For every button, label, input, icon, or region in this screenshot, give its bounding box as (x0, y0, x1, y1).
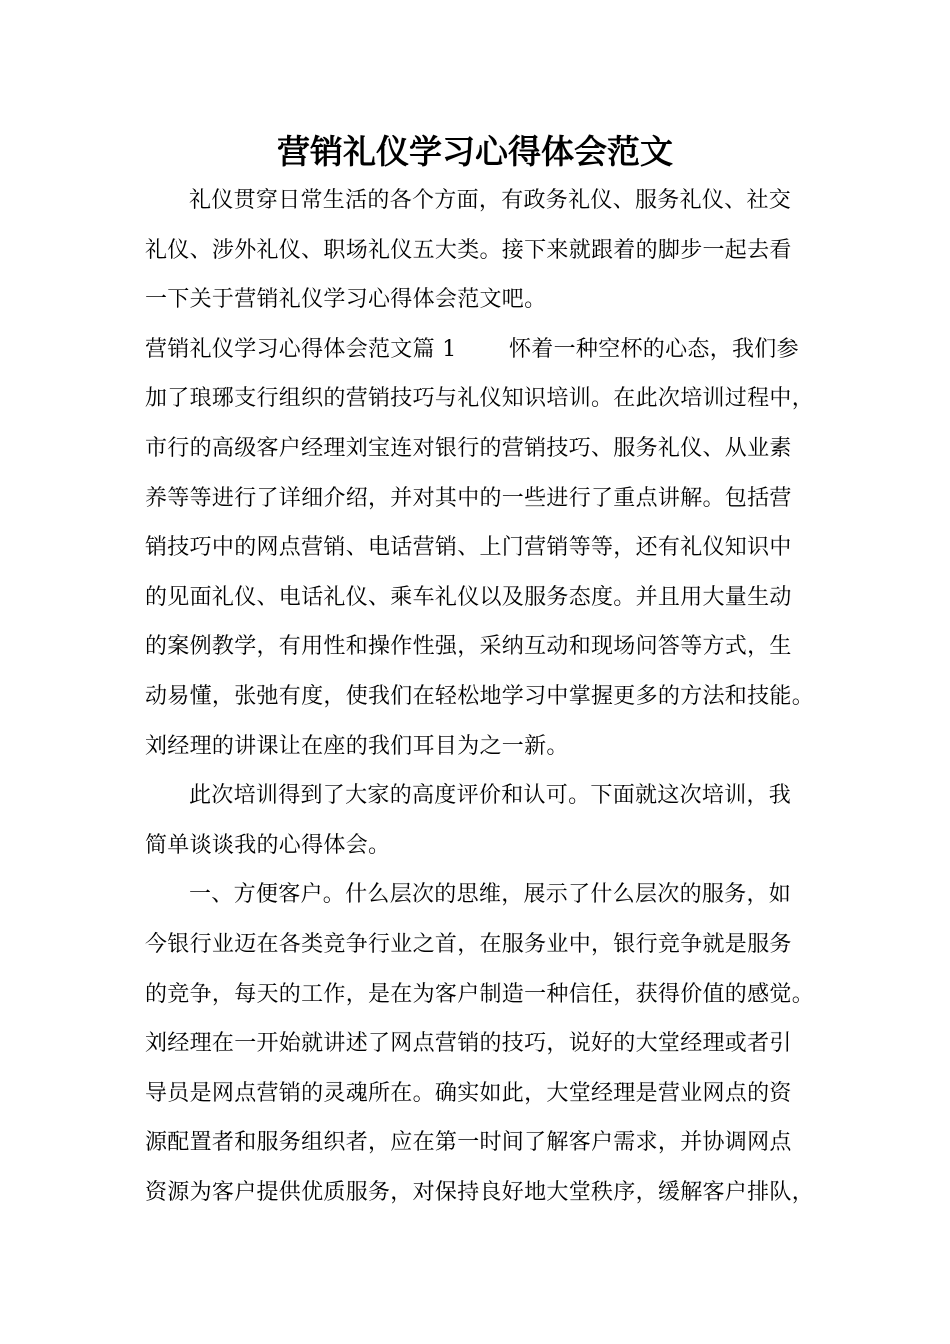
paragraph-line: 市行的高级客户经理刘宝连对银行的营销技巧、服务礼仪、从业素 (145, 435, 792, 461)
document-title: 营销礼仪学习心得体会范文 (277, 132, 673, 171)
intro-line: 礼仪贯穿日常生活的各个方面，有政务礼仪、服务礼仪、社交 (189, 188, 792, 213)
paragraph-line: 一、方便客户。什么层次的思维，展示了什么层次的服务，如 (189, 882, 792, 908)
section-heading: 营销礼仪学习心得体会范文篇 1 (145, 336, 457, 362)
paragraph-line: 养等等进行了详细介绍，并对其中的一些进行了重点讲解。包括营 (145, 485, 792, 511)
paragraph-line: 的见面礼仪、电话礼仪、乘车礼仪以及服务态度。并且用大量生动 (145, 584, 792, 610)
section-first-line: 怀着一种空杯的心态，我们参 (509, 336, 799, 362)
paragraph-line: 此次培训得到了大家的高度评价和认可。下面就这次培训，我 (189, 783, 792, 809)
paragraph-line: 资源为客户提供优质服务，对保持良好地大堂秩序，缓解客户排队， (145, 1179, 815, 1205)
paragraph-line: 刘经理的讲课让在座的我们耳目为之一新。 (145, 733, 569, 759)
paragraph-line: 的竞争，每天的工作，是在为客户制造一种信任，获得价值的感觉。 (145, 981, 815, 1007)
paragraph-line: 动易懂，张弛有度，使我们在轻松地学习中掌握更多的方法和技能。 (145, 683, 815, 709)
intro-line: 一下关于营销礼仪学习心得体会范文吧。 (145, 287, 547, 313)
paragraph-line: 源配置者和服务组织者，应在第一时间了解客户需求，并协调网点 (145, 1130, 792, 1156)
paragraph-line: 简单谈谈我的心得体会。 (145, 832, 391, 858)
paragraph-line: 导员是网点营销的灵魂所在。确实如此，大堂经理是营业网点的资 (145, 1080, 792, 1106)
paragraph-line: 今银行业迈在各类竞争行业之首，在服务业中，银行竞争就是服务 (145, 931, 792, 957)
document-body (145, 176, 825, 1217)
paragraph-line: 刘经理在一开始就讲述了网点营销的技巧，说好的大堂经理或者引 (145, 1031, 792, 1057)
paragraph-line: 加了琅琊支行组织的营销技巧与礼仪知识培训。在此次培训过程中， (145, 386, 815, 412)
paragraph-line: 的案例教学，有用性和操作性强，采纳互动和现场问答等方式，生 (145, 634, 792, 660)
intro-line: 礼仪、涉外礼仪、职场礼仪五大类。接下来就跟着的脚步一起去看 (145, 237, 792, 263)
section-heading-line (145, 325, 825, 375)
paragraph-line: 销技巧中的网点营销、电话营销、上门营销等等，还有礼仪知识中 (145, 535, 792, 561)
